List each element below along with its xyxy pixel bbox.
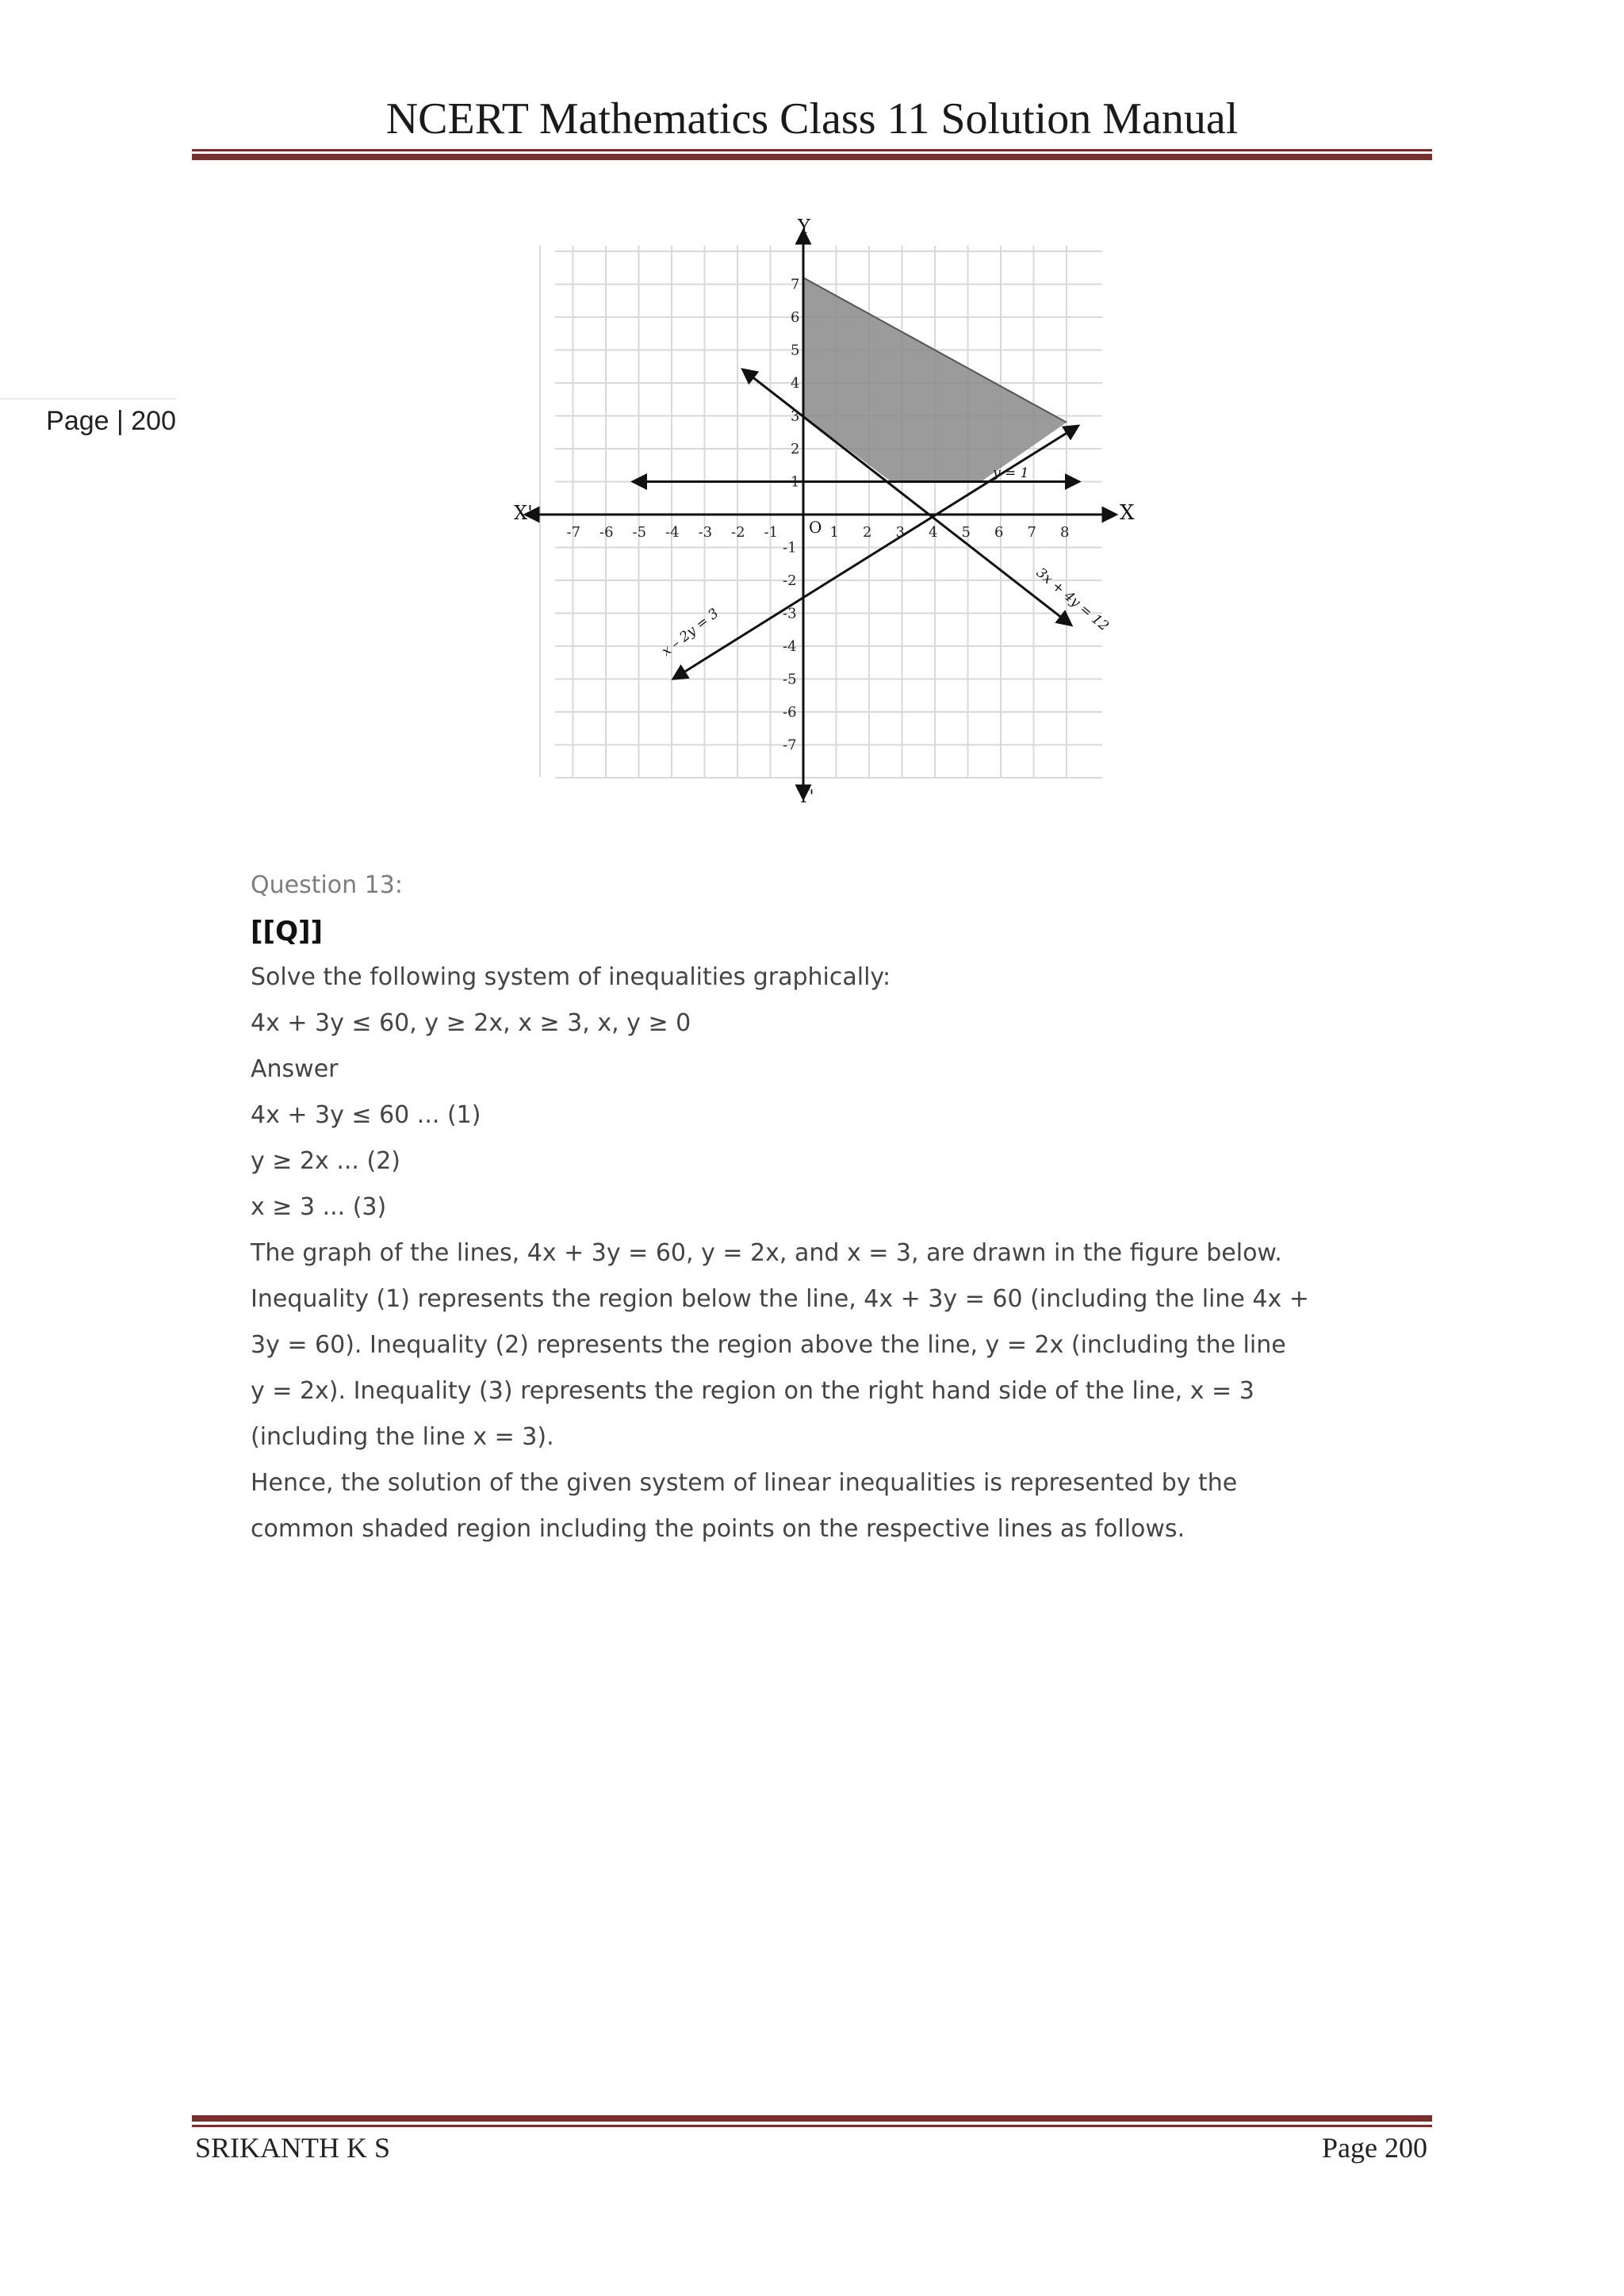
x-tick-label: -6 [599,524,614,541]
question-line: 4x + 3y ≤ 60, y ≥ 2x, x ≥ 3, x, y ≥ 0 [251,1009,691,1037]
x-tick-label: -2 [731,524,745,541]
answer-line: Hence, the solution of the given system of linear inequalities is represented by the [251,1469,1238,1497]
x-tick-label: -1 [764,524,779,541]
y-tick-label: 3 [791,408,800,425]
question-tag: [[Q]] [251,916,324,947]
y-tick-label: 5 [791,342,800,359]
answer-line: common shaded region including the points on the respective lines as follows. [251,1515,1185,1543]
graph-svg [492,214,1150,817]
y-tick-label: -1 [783,539,797,557]
answer-line: Inequality (1) represents the region below the line, 4x + 3y = 60 (including the line 4x + [251,1285,1309,1313]
footer-author: SRIKANTH K S [195,2132,391,2164]
x-tick-label: 3 [895,524,905,541]
x-tick-label: 6 [994,524,1004,541]
x-tick-label: 1 [829,524,839,541]
x-tick-label: -3 [698,524,713,541]
x-tick-label: 2 [863,524,872,541]
line-label-y1: y = 1 [993,465,1029,481]
y-tick-label: 4 [791,375,800,392]
x-neg-axis-label: X' [514,502,533,524]
header-rule-thin [192,149,1432,151]
y-neg-axis-label: Y' [798,787,814,807]
y-tick-label: -5 [783,671,797,688]
header-rule-thick [192,154,1432,160]
question-label: Question 13: [251,871,403,899]
x-axis-label: X [1120,501,1135,525]
answer-line: 4x + 3y ≤ 60 ... (1) [251,1101,481,1129]
answer-line: x ≥ 3 ... (3) [251,1193,387,1221]
answer-line: y = 2x). Inequality (3) represents the region on the right hand side of the line, x = 3 [251,1377,1254,1405]
footer-rule-thin [192,2125,1432,2127]
side-page-number: Page | 200 [46,406,176,436]
x-tick-label: 8 [1060,524,1070,541]
answer-line: y ≥ 2x ... (2) [251,1147,400,1175]
y-axis-label: Y [798,216,810,238]
y-tick-label: -6 [783,704,797,721]
x-tick-label: 4 [929,524,938,541]
y-tick-label: 6 [791,309,800,326]
answer-heading: Answer [251,1055,339,1083]
side-divider [0,398,176,400]
inequality-graph [492,214,1150,817]
y-tick-label: -2 [783,572,797,589]
answer-line: 3y = 60). Inequality (2) represents the region above the line, y = 2x (including the line [251,1331,1286,1359]
origin-label: O [809,518,822,537]
question-line: Solve the following system of inequalities graphically: [251,963,891,991]
y-tick-label: 2 [791,441,800,457]
question-content [251,863,1424,1552]
x-tick-label: -7 [566,524,581,541]
line-label-x2y: x – 2y = 3 [658,605,722,660]
footer-rule-thick [192,2115,1432,2122]
answer-line: The graph of the lines, 4x + 3y = 60, y = 2x, and x = 3, are drawn in the figure below. [251,1239,1282,1267]
y-tick-label: -7 [783,737,797,754]
footer-page-number: Page 200 [1322,2132,1427,2164]
y-tick-label: -4 [783,638,797,655]
x-tick-label: 7 [1027,524,1036,541]
y-tick-label: 1 [791,473,800,491]
x-tick-label: -5 [632,524,647,541]
line-label-3x4y: 3x + 4y = 12 [1032,564,1112,635]
y-tick-label: 7 [791,276,800,293]
x-tick-label: 5 [961,524,971,541]
answer-line: (including the line x = 3). [251,1423,554,1451]
page-title: NCERT Mathematics Class 11 Solution Manual [385,94,1239,144]
y-tick-label: -3 [783,605,797,622]
x-tick-label: -4 [665,524,680,541]
